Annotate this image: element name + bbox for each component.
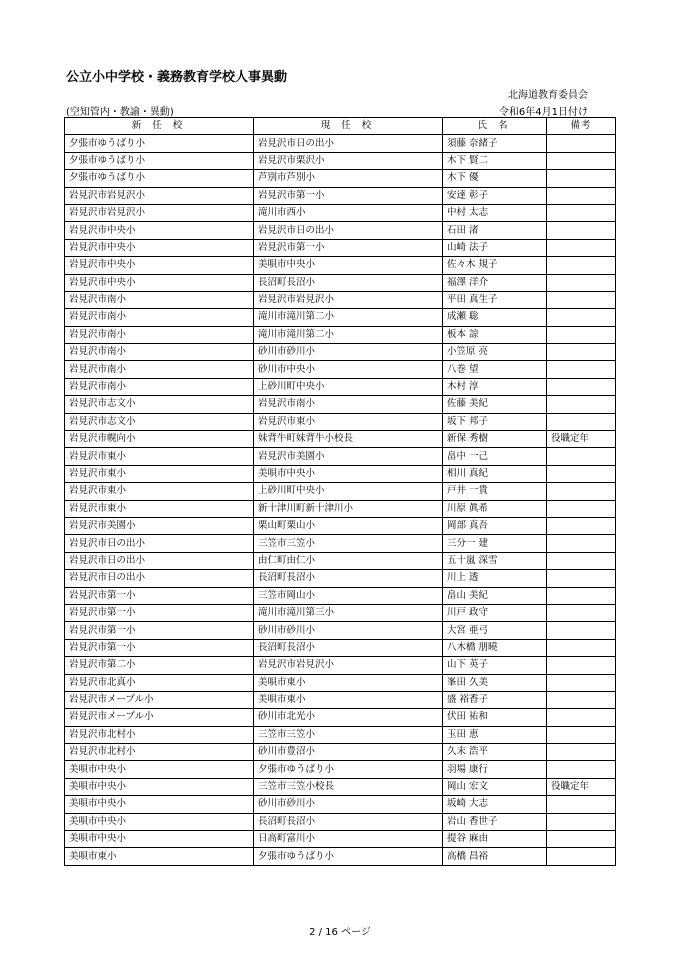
table-row: [65, 483, 616, 500]
cell-current-school: 長沼町長沼小: [254, 639, 443, 656]
cell-remarks: [547, 413, 616, 430]
cell-name: 川上 透: [443, 570, 547, 587]
cell-new-school: 岩見沢市志文小: [65, 413, 254, 430]
table-row: [65, 135, 616, 152]
cell-name: 提谷 麻由: [443, 831, 547, 848]
cell-name: 盛 裕香子: [443, 691, 547, 708]
cell-current-school: 三笠市三笠小: [254, 726, 443, 743]
cell-new-school: 夕張市ゆうばり小: [65, 135, 254, 152]
cell-new-school: 美唄市中央小: [65, 796, 254, 813]
cell-name: 岡部 真吾: [443, 517, 547, 534]
cell-remarks: [547, 709, 616, 726]
cell-name: 川戸 政守: [443, 604, 547, 621]
table-row: [65, 674, 616, 691]
cell-new-school: 岩見沢市メープル小: [65, 691, 254, 708]
cell-new-school: 岩見沢市第一小: [65, 639, 254, 656]
cell-remarks: [547, 570, 616, 587]
cell-name: 坂下 邦子: [443, 413, 547, 430]
cell-new-school: 美唄市中央小: [65, 831, 254, 848]
cell-remarks: [547, 274, 616, 291]
cell-new-school: 岩見沢市南小: [65, 361, 254, 378]
cell-current-school: 美唄市中央小: [254, 257, 443, 274]
cell-name: 戸井 一貴: [443, 483, 547, 500]
cell-new-school: 夕張市ゆうばり小: [65, 170, 254, 187]
cell-remarks: [547, 239, 616, 256]
cell-name: 三分一 建: [443, 535, 547, 552]
cell-new-school: 岩見沢市美園小: [65, 517, 254, 534]
cell-name: 畠中 一己: [443, 448, 547, 465]
table-row: [65, 831, 616, 848]
table-row: [65, 535, 616, 552]
cell-current-school: 日高町富川小: [254, 831, 443, 848]
cell-current-school: 長沼町長沼小: [254, 813, 443, 830]
cell-current-school: 岩見沢市日の出小: [254, 135, 443, 152]
cell-new-school: 岩見沢市メープル小: [65, 709, 254, 726]
cell-remarks: [547, 674, 616, 691]
cell-current-school: 美唄市東小: [254, 674, 443, 691]
cell-remarks: [547, 396, 616, 413]
cell-name: 佐藤 美紀: [443, 396, 547, 413]
cell-remarks: 役職定年: [547, 778, 616, 795]
table-row: [65, 813, 616, 830]
cell-remarks: [547, 639, 616, 656]
cell-name: 岩山 香世子: [443, 813, 547, 830]
cell-new-school: 岩見沢市志文小: [65, 396, 254, 413]
cell-new-school: 岩見沢市第一小: [65, 587, 254, 604]
cell-name: 羽場 康行: [443, 761, 547, 778]
cell-name: 高橋 昌裕: [443, 848, 547, 865]
cell-remarks: [547, 761, 616, 778]
cell-current-school: 砂川市北光小: [254, 709, 443, 726]
table-row: [65, 204, 616, 221]
cell-current-school: 砂川市砂川小: [254, 622, 443, 639]
cell-remarks: [547, 848, 616, 865]
cell-current-school: 滝川市西小: [254, 204, 443, 221]
cell-remarks: [547, 170, 616, 187]
cell-current-school: 岩見沢市岩見沢小: [254, 291, 443, 308]
cell-remarks: [547, 552, 616, 569]
table-row: [65, 657, 616, 674]
cell-remarks: [547, 135, 616, 152]
cell-remarks: [547, 378, 616, 395]
table-row: [65, 378, 616, 395]
cell-remarks: [547, 291, 616, 308]
cell-name: 山崎 法子: [443, 239, 547, 256]
table-row: [65, 309, 616, 326]
table-row: [65, 326, 616, 343]
cell-new-school: 岩見沢市中央小: [65, 222, 254, 239]
cell-remarks: [547, 622, 616, 639]
cell-current-school: 砂川市豊沼小: [254, 744, 443, 761]
cell-name: 五十嵐 深雪: [443, 552, 547, 569]
cell-current-school: 岩見沢市栗沢小: [254, 152, 443, 169]
cell-remarks: [547, 187, 616, 204]
page-title: 公立小中学校・義務教育学校人事異動: [66, 70, 288, 85]
cell-name: 川原 眞希: [443, 500, 547, 517]
table-row: [65, 604, 616, 621]
cell-new-school: 美唄市中央小: [65, 813, 254, 830]
cell-name: 岡山 宏文: [443, 778, 547, 795]
cell-current-school: 妹背牛町妹背牛小校長: [254, 431, 443, 448]
cell-name: 中村 太志: [443, 204, 547, 221]
cell-name: 板本 諒: [443, 326, 547, 343]
cell-remarks: [547, 344, 616, 361]
cell-current-school: 岩見沢市第一小: [254, 239, 443, 256]
cell-new-school: 岩見沢市岩見沢小: [65, 204, 254, 221]
cell-current-school: 三笠市三笠小校長: [254, 778, 443, 795]
table-row: [65, 396, 616, 413]
cell-remarks: [547, 657, 616, 674]
page-number: 2 / 16 ページ: [309, 927, 371, 938]
cell-new-school: 美唄市中央小: [65, 761, 254, 778]
table-row: [65, 500, 616, 517]
cell-remarks: [547, 813, 616, 830]
cell-remarks: [547, 222, 616, 239]
cell-current-school: 岩見沢市南小: [254, 396, 443, 413]
cell-name: 大宮 亜弓: [443, 622, 547, 639]
cell-remarks: [547, 361, 616, 378]
column-header-new-school: 新 任 校: [65, 118, 254, 135]
cell-current-school: 夕張市ゆうばり小: [254, 848, 443, 865]
cell-new-school: 美唄市中央小: [65, 778, 254, 795]
cell-remarks: [547, 726, 616, 743]
cell-new-school: 岩見沢市第二小: [65, 657, 254, 674]
cell-name: 須藤 奈緒子: [443, 135, 547, 152]
cell-new-school: 岩見沢市東小: [65, 465, 254, 482]
cell-new-school: 岩見沢市南小: [65, 291, 254, 308]
table-row: [65, 222, 616, 239]
cell-current-school: 岩見沢市東小: [254, 413, 443, 430]
table-row: [65, 187, 616, 204]
cell-remarks: [547, 831, 616, 848]
table-row: [65, 517, 616, 534]
table-row: [65, 587, 616, 604]
cell-new-school: 岩見沢市南小: [65, 378, 254, 395]
table-row: [65, 744, 616, 761]
cell-new-school: 岩見沢市北村小: [65, 726, 254, 743]
cell-remarks: [547, 483, 616, 500]
table-row: [65, 465, 616, 482]
cell-name: 木村 淳: [443, 378, 547, 395]
cell-name: 玉田 恵: [443, 726, 547, 743]
cell-name: 峯田 久美: [443, 674, 547, 691]
cell-remarks: [547, 535, 616, 552]
cell-new-school: 岩見沢市日の出小: [65, 552, 254, 569]
cell-new-school: 岩見沢市南小: [65, 309, 254, 326]
cell-current-school: 砂川市砂川小: [254, 344, 443, 361]
cell-remarks: [547, 796, 616, 813]
cell-name: 小笠原 亮: [443, 344, 547, 361]
cell-name: 相川 真紀: [443, 465, 547, 482]
table-body: [65, 135, 616, 865]
cell-current-school: 上砂川町中央小: [254, 483, 443, 500]
column-header-remarks: 備考: [547, 118, 616, 135]
table-row: [65, 170, 616, 187]
cell-current-school: 滝川市滝川第二小: [254, 309, 443, 326]
table-row: [65, 274, 616, 291]
column-header-current-school: 現 任 校: [254, 118, 443, 135]
cell-new-school: 岩見沢市中央小: [65, 274, 254, 291]
cell-remarks: [547, 465, 616, 482]
section-subtitle: (空知管内・教諭・異動): [66, 107, 174, 118]
cell-current-school: 美唄市中央小: [254, 465, 443, 482]
cell-name: 伏田 祐和: [443, 709, 547, 726]
cell-remarks: [547, 744, 616, 761]
cell-current-school: 長沼町長沼小: [254, 570, 443, 587]
cell-name: 成瀬 聡: [443, 309, 547, 326]
cell-remarks: [547, 309, 616, 326]
cell-new-school: 岩見沢市第一小: [65, 604, 254, 621]
cell-new-school: 岩見沢市東小: [65, 483, 254, 500]
cell-current-school: 新十津川町新十津川小: [254, 500, 443, 517]
cell-current-school: 岩見沢市岩見沢小: [254, 657, 443, 674]
cell-current-school: 砂川市中央小: [254, 361, 443, 378]
table-row: [65, 152, 616, 169]
personnel-table: [64, 117, 616, 866]
cell-current-school: 岩見沢市第一小: [254, 187, 443, 204]
cell-name: 福澤 洋介: [443, 274, 547, 291]
cell-current-school: 滝川市滝川第三小: [254, 604, 443, 621]
cell-new-school: 岩見沢市日の出小: [65, 535, 254, 552]
cell-current-school: 夕張市ゆうばり小: [254, 761, 443, 778]
cell-new-school: 岩見沢市南小: [65, 326, 254, 343]
cell-name: 畠山 美紀: [443, 587, 547, 604]
table-row: [65, 778, 616, 795]
cell-name: 坂崎 大志: [443, 796, 547, 813]
cell-current-school: 三笠市岡山小: [254, 587, 443, 604]
cell-new-school: 岩見沢市東小: [65, 448, 254, 465]
cell-new-school: 岩見沢市日の出小: [65, 570, 254, 587]
cell-new-school: 岩見沢市幌向小: [65, 431, 254, 448]
table-row: [65, 239, 616, 256]
cell-name: 八巻 望: [443, 361, 547, 378]
table-row: [65, 552, 616, 569]
cell-new-school: 岩見沢市第一小: [65, 622, 254, 639]
cell-name: 木下 賢二: [443, 152, 547, 169]
table-row: [65, 622, 616, 639]
cell-name: 佐々木 規子: [443, 257, 547, 274]
cell-remarks: [547, 448, 616, 465]
cell-name: 木下 優: [443, 170, 547, 187]
cell-remarks: [547, 604, 616, 621]
table-row: [65, 639, 616, 656]
cell-current-school: 滝川市滝川第二小: [254, 326, 443, 343]
table-row: [65, 448, 616, 465]
cell-remarks: [547, 326, 616, 343]
cell-current-school: 砂川市砂川小: [254, 796, 443, 813]
table-row: [65, 257, 616, 274]
cell-current-school: 長沼町長沼小: [254, 274, 443, 291]
cell-name: 久末 浩平: [443, 744, 547, 761]
cell-current-school: 芦別市芦別小: [254, 170, 443, 187]
table-row: [65, 709, 616, 726]
cell-new-school: 岩見沢市中央小: [65, 239, 254, 256]
cell-remarks: [547, 691, 616, 708]
effective-date: 令和6年4月1日付け: [498, 107, 588, 118]
table-row: [65, 761, 616, 778]
table-row: [65, 726, 616, 743]
cell-new-school: 岩見沢市北真小: [65, 674, 254, 691]
table-header-row: [65, 118, 616, 135]
cell-current-school: 三笠市三笠小: [254, 535, 443, 552]
cell-name: 新保 秀樹: [443, 431, 547, 448]
cell-current-school: 岩見沢市日の出小: [254, 222, 443, 239]
cell-remarks: [547, 517, 616, 534]
cell-current-school: 上砂川町中央小: [254, 378, 443, 395]
cell-remarks: [547, 587, 616, 604]
cell-new-school: 岩見沢市南小: [65, 344, 254, 361]
cell-name: 八木橋 朋曉: [443, 639, 547, 656]
table-row: [65, 570, 616, 587]
cell-new-school: 岩見沢市東小: [65, 500, 254, 517]
cell-remarks: [547, 257, 616, 274]
cell-current-school: 栗山町栗山小: [254, 517, 443, 534]
table-row: [65, 691, 616, 708]
cell-name: 平田 真生子: [443, 291, 547, 308]
table-row: [65, 344, 616, 361]
cell-name: 石田 渚: [443, 222, 547, 239]
cell-new-school: 美唄市東小: [65, 848, 254, 865]
table-row: [65, 848, 616, 865]
cell-name: 山下 英子: [443, 657, 547, 674]
cell-name: 安達 彰子: [443, 187, 547, 204]
table-row: [65, 796, 616, 813]
cell-current-school: 由仁町由仁小: [254, 552, 443, 569]
table-row: [65, 291, 616, 308]
cell-new-school: 岩見沢市岩見沢小: [65, 187, 254, 204]
table-row: [65, 431, 616, 448]
cell-new-school: 岩見沢市中央小: [65, 257, 254, 274]
cell-current-school: 美唄市東小: [254, 691, 443, 708]
cell-remarks: 役職定年: [547, 431, 616, 448]
table-row: [65, 361, 616, 378]
cell-new-school: 岩見沢市北村小: [65, 744, 254, 761]
cell-remarks: [547, 500, 616, 517]
organization-name: 北海道教育委員会: [508, 90, 588, 101]
cell-remarks: [547, 204, 616, 221]
cell-current-school: 岩見沢市美園小: [254, 448, 443, 465]
cell-new-school: 夕張市ゆうばり小: [65, 152, 254, 169]
cell-remarks: [547, 152, 616, 169]
table-row: [65, 413, 616, 430]
column-header-name: 氏 名: [443, 118, 547, 135]
